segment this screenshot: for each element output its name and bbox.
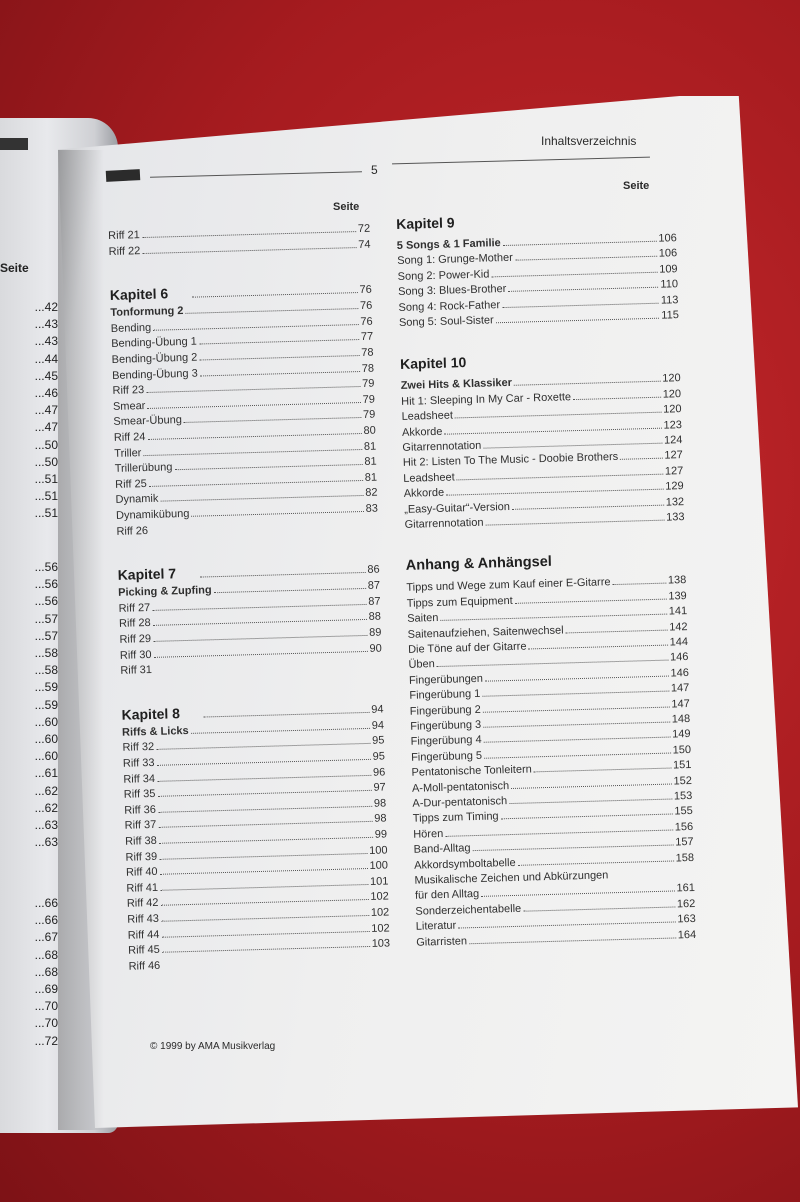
- toc-entry-label: Riff 37: [124, 819, 157, 833]
- left-page-number: ...50: [34, 454, 58, 469]
- chapter-page-number: 94: [371, 703, 384, 716]
- toc-entry-label: „Easy-Guitar“-Version: [404, 500, 511, 516]
- toc-page-number: 98: [373, 797, 387, 810]
- toc-page-number: 156: [674, 820, 694, 834]
- leader-dots: [511, 783, 671, 788]
- toc-entry-label: Riff 23: [112, 384, 145, 398]
- toc-page-number: 153: [673, 789, 693, 803]
- toc-entry-label: Dynamik: [115, 493, 159, 507]
- toc-entry-label: Riff 39: [125, 850, 158, 864]
- ama-logo-left: [0, 138, 28, 150]
- toc-entry-label: Tipps zum Equipment: [406, 594, 513, 610]
- spine-shadow: [58, 150, 104, 1130]
- left-page-number: ...68: [34, 947, 58, 962]
- toc-entry-label: Triller: [114, 446, 142, 460]
- toc-page-number: 161: [676, 882, 696, 895]
- toc-page-number: 162: [676, 897, 696, 911]
- toc-entry-label: Riff 46: [128, 959, 161, 973]
- left-page-number: ...70: [34, 1016, 58, 1031]
- left-page-number: ...62: [34, 800, 58, 815]
- toc-page-number: 79: [362, 409, 376, 422]
- toc-page-number: 106: [658, 247, 678, 261]
- toc-entry-label: Riff 30: [119, 648, 152, 662]
- toc-entry-label: Song 4: Rock-Father: [398, 298, 501, 314]
- left-page-number: ...45: [34, 368, 58, 383]
- toc-page-number: 100: [369, 859, 389, 873]
- toc-entry-label: Pentatonische Tonleitern: [411, 763, 532, 779]
- toc-page-number: 78: [361, 362, 375, 375]
- toc-entry-label: Saitenaufziehen, Saitenwechsel: [407, 624, 564, 641]
- toc-page-number: 141: [668, 605, 688, 618]
- toc-entry-label: Riff 26: [116, 524, 149, 538]
- toc-entry-label: Riff 24: [113, 431, 146, 444]
- toc-page-number: 149: [672, 728, 691, 741]
- left-page-number: ...47: [34, 420, 58, 435]
- header-title: Inhaltsverzeichnis: [541, 134, 637, 148]
- left-page-number: ...51: [34, 472, 58, 486]
- left-page-number: ...63: [34, 818, 58, 832]
- left-page-number: ...51: [34, 489, 58, 504]
- toc-page-number: 158: [675, 851, 695, 865]
- toc-page-number: 87: [368, 595, 381, 608]
- toc-entry-label: Smear-Übung: [113, 414, 183, 429]
- toc-page-number: 148: [671, 712, 691, 726]
- toc-page-number: 102: [370, 890, 389, 904]
- chapter-page-number: 86: [367, 563, 380, 577]
- toc-entry-label: Hit 1: Sleeping In My Car - Roxette: [401, 390, 572, 408]
- ama-logo: [106, 169, 141, 182]
- toc-page-number: 82: [365, 486, 378, 500]
- toc-entry-label: A-Dur-pentatonisch: [412, 795, 508, 810]
- left-page-number: ...59: [34, 680, 58, 695]
- toc-entry-label: Bending-Übung 2: [111, 351, 198, 366]
- chapter-heading: Kapitel 10: [399, 354, 467, 373]
- toc-entry-label: Tipps und Wege zum Kauf einer E-Gitarre: [406, 576, 611, 595]
- toc-page-number: 97: [373, 781, 386, 794]
- left-page-number: ...42: [34, 300, 58, 314]
- toc-page-number: 77: [360, 331, 374, 344]
- toc-entry-label: Riff 28: [118, 617, 151, 631]
- toc-page-number: 157: [675, 836, 694, 849]
- leader-dots: [508, 287, 658, 292]
- chapter-heading: Kapitel 9: [396, 214, 455, 232]
- toc-page-number: 99: [374, 828, 388, 841]
- toc-entry-label: Riff 40: [125, 866, 158, 879]
- toc-entry-label: Riff 33: [122, 756, 155, 770]
- toc-entry-label: A-Moll-pentatonisch: [411, 779, 510, 795]
- toc-entry-label: Literatur: [415, 919, 457, 933]
- toc-entry-label: Fingerübung 2: [409, 703, 481, 718]
- seite-label-left: Seite: [333, 201, 360, 213]
- toc-page-number: 124: [663, 434, 683, 447]
- toc-entry-label: Picking & Zupfing: [118, 584, 212, 600]
- left-page-number: ...58: [34, 646, 58, 660]
- toc-entry-label: Riffs & Licks: [121, 724, 189, 739]
- toc-entry-label: Bending-Übung 1: [111, 335, 198, 351]
- toc-entry-label: Dynamikübung: [115, 507, 190, 522]
- toc-page-number: 101: [369, 875, 389, 888]
- toc-entry-label: Riff 35: [123, 788, 156, 801]
- toc-entry-label: Tipps zum Timing: [412, 810, 499, 826]
- left-page-number: ...57: [34, 628, 58, 643]
- toc-page-number: 100: [368, 844, 388, 857]
- toc-entry-label: Riff 34: [123, 772, 156, 786]
- toc-page-number: 120: [662, 387, 682, 401]
- leader-dots: [514, 381, 660, 386]
- chapter-heading: Kapitel 7: [117, 565, 177, 584]
- header-page-number: 5: [371, 163, 378, 177]
- leader-dots: [518, 860, 674, 865]
- toc-page-number: 78: [361, 346, 374, 359]
- toc-page-number: 95: [372, 750, 386, 763]
- toc-page-number: 109: [659, 262, 678, 276]
- toc-entry-label: Gitarristen: [416, 934, 468, 949]
- toc-page-number: 96: [372, 766, 386, 779]
- toc-entry-label: Song 3: Blues-Brother: [397, 283, 507, 299]
- toc-entry-label: Riff 27: [118, 601, 151, 615]
- toc-page-number: 132: [665, 495, 685, 509]
- leader-dots: [620, 458, 662, 460]
- chapter-heading: Anhang & Anhängsel: [405, 554, 553, 575]
- chapter-heading: Kapitel 8: [121, 704, 181, 723]
- toc-page-number: 89: [368, 626, 382, 639]
- toc-page-number: 113: [660, 293, 679, 307]
- toc-entry-label: Gitarrennotation: [402, 439, 482, 454]
- leader-dots: [502, 302, 659, 307]
- toc-page-number: 155: [674, 805, 693, 818]
- left-page-number: ...60: [34, 714, 58, 729]
- left-page-number: ...51: [34, 506, 58, 521]
- left-page-number: ...60: [34, 749, 58, 764]
- left-page-number: ...44: [34, 351, 58, 366]
- chapter-heading: Kapitel 6: [109, 285, 169, 304]
- toc-page-number: 142: [669, 620, 688, 634]
- left-page-number: ...56: [34, 560, 58, 574]
- toc-page-number: 138: [667, 574, 687, 587]
- toc-entry-label: Riff 43: [127, 912, 160, 926]
- toc-page-number: 79: [362, 393, 376, 406]
- toc-page-number: 76: [359, 299, 373, 313]
- left-page-number: ...62: [34, 783, 58, 798]
- toc-entry-label: Riff 25: [115, 477, 147, 491]
- toc-page-number: 163: [677, 913, 696, 926]
- leader-dots: [523, 906, 675, 911]
- toc-entry-label: Gitarrennotation: [404, 516, 484, 531]
- leader-dots: [573, 396, 661, 399]
- toc-entry-label: Riff 41: [126, 881, 159, 895]
- left-seite-label: Seite: [0, 261, 29, 275]
- toc-page-number: 147: [671, 697, 690, 711]
- left-page-number: ...50: [34, 437, 58, 452]
- left-page-number: ...56: [34, 577, 58, 592]
- toc-entry-label: Hören: [413, 827, 444, 841]
- left-page-number: ...47: [34, 403, 58, 418]
- toc-entry-label: Bending-Übung 3: [111, 367, 198, 382]
- toc-page-number: 127: [664, 449, 683, 462]
- toc-entry-label: Fingerübung 1: [409, 688, 481, 702]
- leader-dots: [214, 588, 366, 593]
- toc-entry-label: Riff 38: [124, 834, 157, 848]
- leader-dots: [199, 355, 359, 360]
- left-page-number: ...70: [34, 999, 58, 1014]
- toc-entry-label: Fingerübungen: [408, 672, 484, 687]
- leader-dots: [200, 371, 360, 376]
- toc-entry-label: Riff 31: [120, 664, 153, 678]
- toc-entry-label: Akkorde: [403, 486, 445, 501]
- toc-page-number: 123: [663, 418, 683, 432]
- left-page-number: ...67: [34, 930, 58, 945]
- toc-entry-label: Tonformung 2: [110, 305, 184, 320]
- toc-page-number: 129: [665, 480, 684, 493]
- leader-dots: [515, 598, 667, 603]
- leader-dots: [534, 768, 671, 773]
- leader-dots: [199, 339, 359, 344]
- toc-page-number: 144: [669, 636, 689, 649]
- toc-page-number: 115: [661, 309, 680, 322]
- toc-page-number: 146: [669, 651, 689, 664]
- left-page-number: ...66: [34, 896, 58, 910]
- left-page-number: ...46: [34, 386, 58, 400]
- toc-page-number: 79: [362, 377, 375, 391]
- leader-dots: [503, 241, 657, 246]
- toc-entry-label: Smear: [112, 399, 146, 413]
- toc-entry-label: Zwei Hits & Klassiker: [400, 377, 513, 393]
- toc-page-number: 152: [673, 774, 693, 788]
- leader-dots: [515, 256, 657, 261]
- toc-page-number: 150: [672, 743, 692, 757]
- toc-entry-label: Riff 21: [108, 229, 140, 242]
- toc-page-number: 81: [363, 440, 377, 453]
- toc-page-number: 120: [662, 403, 682, 416]
- left-page-number: ...61: [34, 766, 58, 781]
- copyright-footer: © 1999 by AMA Musikverlag: [150, 1041, 276, 1052]
- left-page-number: ...69: [34, 982, 58, 996]
- toc-page-number: 87: [367, 579, 381, 593]
- toc-page-number: 139: [668, 589, 687, 603]
- toc-page-number: 102: [371, 922, 390, 935]
- toc-entry-label: Leadsheet: [401, 409, 454, 424]
- left-page-number: ...56: [34, 594, 58, 609]
- left-page-number: ...60: [34, 732, 58, 746]
- toc-page-number: 80: [363, 424, 376, 437]
- left-page-number: ...63: [34, 835, 58, 850]
- toc-page-number: 133: [665, 511, 685, 524]
- toc-page-number: 106: [658, 232, 677, 245]
- toc-page-number: 94: [371, 719, 385, 732]
- leader-dots: [566, 629, 668, 633]
- toc-entry-label: Riff 22: [108, 244, 141, 258]
- toc-page-number: 127: [664, 464, 684, 478]
- chapter-page-number: 76: [359, 283, 372, 297]
- toc-entry-label: Musikalische Zeichen und Abkürzungen: [414, 869, 609, 887]
- toc-entry-label: Song 2: Power-Kid: [397, 268, 490, 283]
- toc-entry-label: Riff 45: [128, 944, 160, 957]
- left-page-number: ...59: [34, 697, 58, 712]
- toc-page-number: 95: [372, 734, 385, 748]
- toc-entry-label: Fingerübung 5: [410, 749, 483, 764]
- toc-entry-label: Sonderzeichentabelle: [415, 902, 522, 918]
- toc-entry-label: Riff 29: [119, 632, 152, 646]
- toc-entry-label: Song 5: Soul-Sister: [398, 314, 494, 329]
- toc-entry-label: Trillerübung: [114, 461, 173, 476]
- toc-page-number: 81: [364, 471, 378, 484]
- leader-dots: [512, 504, 664, 509]
- toc-entry-label: Riff 36: [124, 803, 157, 817]
- toc-page-number: 151: [672, 759, 692, 772]
- toc-page-number: 102: [370, 906, 390, 919]
- toc-page-number: 98: [374, 812, 387, 826]
- left-page-number: ...66: [34, 913, 58, 928]
- toc-page-number: 83: [365, 502, 379, 515]
- toc-page-number: 88: [368, 610, 382, 624]
- seite-label-right: Seite: [623, 180, 650, 192]
- toc-page-number: 72: [357, 222, 371, 236]
- toc-page-number: 76: [360, 315, 373, 328]
- toc-page-number: 74: [358, 238, 371, 251]
- left-page-number: ...68: [34, 964, 58, 979]
- toc-entry-label: Song 1: Grunge-Mother: [397, 252, 513, 268]
- toc-entry-label: Riff 32: [122, 741, 155, 755]
- toc-entry-label: Akkorde: [401, 425, 443, 439]
- leader-dots: [529, 645, 668, 650]
- toc-entry-label: Akkordsymboltabelle: [413, 856, 516, 872]
- toc-entry-label: Üben: [408, 658, 436, 672]
- toc-entry-label: Hit 2: Listen To The Music - Doobie Brothers: [402, 451, 619, 470]
- leader-dots: [613, 583, 666, 585]
- toc-page-number: 110: [660, 278, 679, 291]
- toc-entry-label: 5 Songs & 1 Familie: [396, 237, 501, 252]
- toc-entry-label: Band-Alltag: [413, 842, 471, 856]
- toc-page-number: 164: [677, 928, 697, 942]
- toc-entry-label: Fingerübung 3: [410, 718, 482, 733]
- toc-entry-label: Die Töne auf der Gitarre: [407, 640, 527, 656]
- left-page-number: ...72: [34, 1033, 58, 1048]
- left-page-number: ...43: [34, 317, 58, 332]
- toc-entry-label: Bending: [110, 321, 152, 335]
- toc-entry-label: Riff 44: [127, 928, 160, 942]
- toc-page-number: 90: [369, 642, 383, 655]
- left-page-number: ...57: [34, 611, 58, 626]
- left-page-number: ...58: [34, 663, 58, 678]
- toc-entry-label: Fingerübung 4: [410, 734, 482, 749]
- toc-page-number: 103: [371, 937, 391, 951]
- toc-entry-label: für den Alltag: [414, 888, 480, 903]
- toc-page-number: 147: [670, 682, 690, 695]
- toc-entry-label: Saiten: [407, 612, 439, 626]
- toc-entry-label: Leadsheet: [403, 471, 455, 485]
- toc-entry-label: Riff 42: [126, 897, 159, 911]
- left-page-number: ...43: [34, 334, 58, 349]
- toc-page-number: 81: [364, 455, 377, 469]
- toc-page-number: 146: [670, 666, 690, 680]
- toc-page-number: 120: [662, 372, 681, 386]
